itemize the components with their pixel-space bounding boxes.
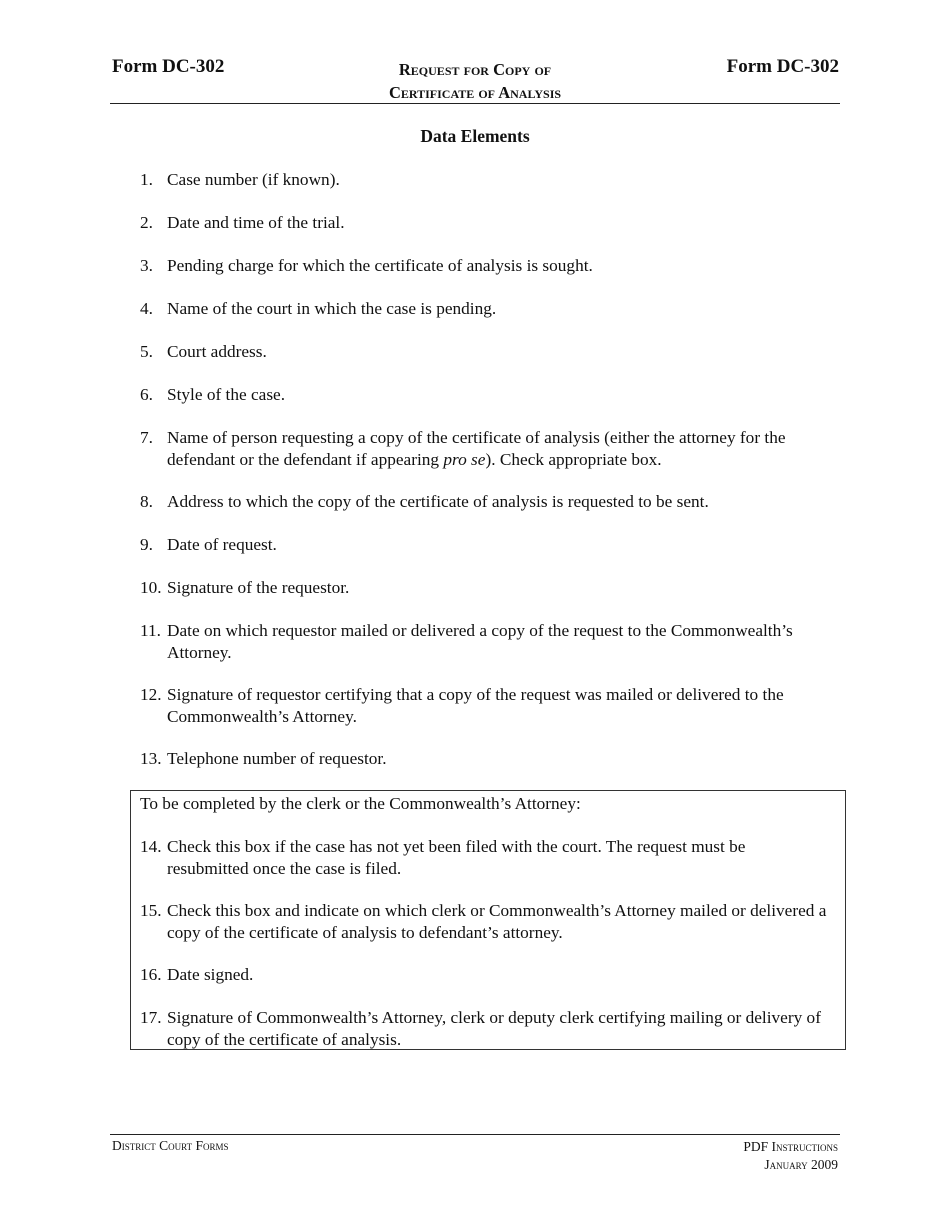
header-rule (110, 103, 840, 104)
footer-right-line-1: PDF Instructions (743, 1139, 838, 1154)
item-number: 15. (140, 901, 162, 920)
item-number: 3. (140, 256, 153, 275)
item-text: Date of request. (167, 535, 277, 554)
item-number: 9. (140, 535, 153, 554)
item-text: Date on which requestor mailed or delivered a copy of the request to the Commonwealth’s Attorney. (167, 621, 793, 662)
item-text: Date and time of the trial. (167, 213, 345, 232)
section-title: Data Elements (420, 126, 530, 146)
item-number: 5. (140, 342, 153, 361)
list-item (140, 427, 850, 470)
item-number: 17. (140, 1008, 162, 1027)
item-number: 14. (140, 837, 162, 856)
list-item (140, 900, 830, 943)
list-item (140, 836, 830, 879)
title-line-1: Request for Copy of (398, 60, 552, 79)
form-number-left: Form DC-302 (112, 56, 225, 77)
item-text-tail: ). Check appropriate box. (485, 449, 662, 469)
item-text: Signature of requestor certifying that a copy of the request was mailed or delivered to the Commonwealth’s Attorney. (167, 685, 784, 726)
footer-right-line-2: January 2009 (764, 1157, 838, 1172)
item-number: 2. (140, 213, 153, 232)
list-item (140, 748, 850, 770)
title-line-2: Certificate of Analysis (388, 83, 562, 102)
item-text-main: Name of person requesting a copy of the certificate of analysis (either the attorney for the defendant or the defendant if appearing (167, 428, 786, 469)
form-number-right: Form DC-302 (726, 56, 839, 77)
item-text: Court address. (167, 342, 267, 361)
list-item (140, 684, 850, 727)
item-number: 13. (140, 749, 162, 768)
item-text-emphasis: pro se (443, 449, 486, 469)
item-text: Case number (if known). (167, 170, 340, 189)
item-number: 6. (140, 385, 153, 404)
item-text: Signature of the requestor. (167, 578, 350, 597)
list-item (140, 1007, 830, 1050)
list-item (140, 212, 850, 234)
footer-left: District Court Forms (112, 1138, 229, 1153)
item-text (167, 427, 850, 470)
item-number: 4. (140, 299, 153, 318)
item-text: Signature of Commonwealth’s Attorney, clerk or deputy clerk certifying mailing or delivery of copy of the certificate of analysis. (167, 1008, 821, 1049)
item-text: Style of the case. (167, 385, 286, 404)
item-number: 16. (140, 965, 162, 984)
item-text: Pending charge for which the certificate of analysis is sought. (167, 256, 593, 275)
list-item (140, 534, 850, 556)
clerk-section-intro: To be completed by the clerk or the Commonwealth’s Attorney: (140, 794, 581, 813)
item-text: Date signed. (167, 965, 254, 984)
list-item (140, 384, 850, 406)
footer-right (743, 1138, 838, 1174)
list-item (140, 577, 850, 599)
item-text: Telephone number of requestor. (167, 749, 387, 768)
item-text: Address to which the copy of the certificate of analysis is requested to be sent. (167, 492, 709, 511)
list-item (140, 298, 850, 320)
item-text: Check this box if the case has not yet been filed with the court. The request must be resubmitted once the case is filed. (167, 837, 746, 878)
list-item (140, 169, 850, 191)
item-number: 12. (140, 685, 162, 704)
list-item (140, 620, 850, 663)
footer-rule (110, 1134, 840, 1135)
list-item (140, 491, 850, 513)
item-text: Check this box and indicate on which clerk or Commonwealth’s Attorney mailed or delivered a copy of the certificate of analysis to defendant’s attorney. (167, 901, 827, 942)
list-item (140, 964, 830, 986)
item-number: 8. (140, 492, 153, 511)
item-number: 1. (140, 170, 153, 189)
item-text: Name of the court in which the case is pending. (167, 299, 497, 318)
item-number: 7. (140, 428, 153, 447)
item-number: 10. (140, 578, 162, 597)
item-number: 11. (140, 621, 161, 640)
list-item (140, 341, 850, 363)
list-item (140, 255, 850, 277)
